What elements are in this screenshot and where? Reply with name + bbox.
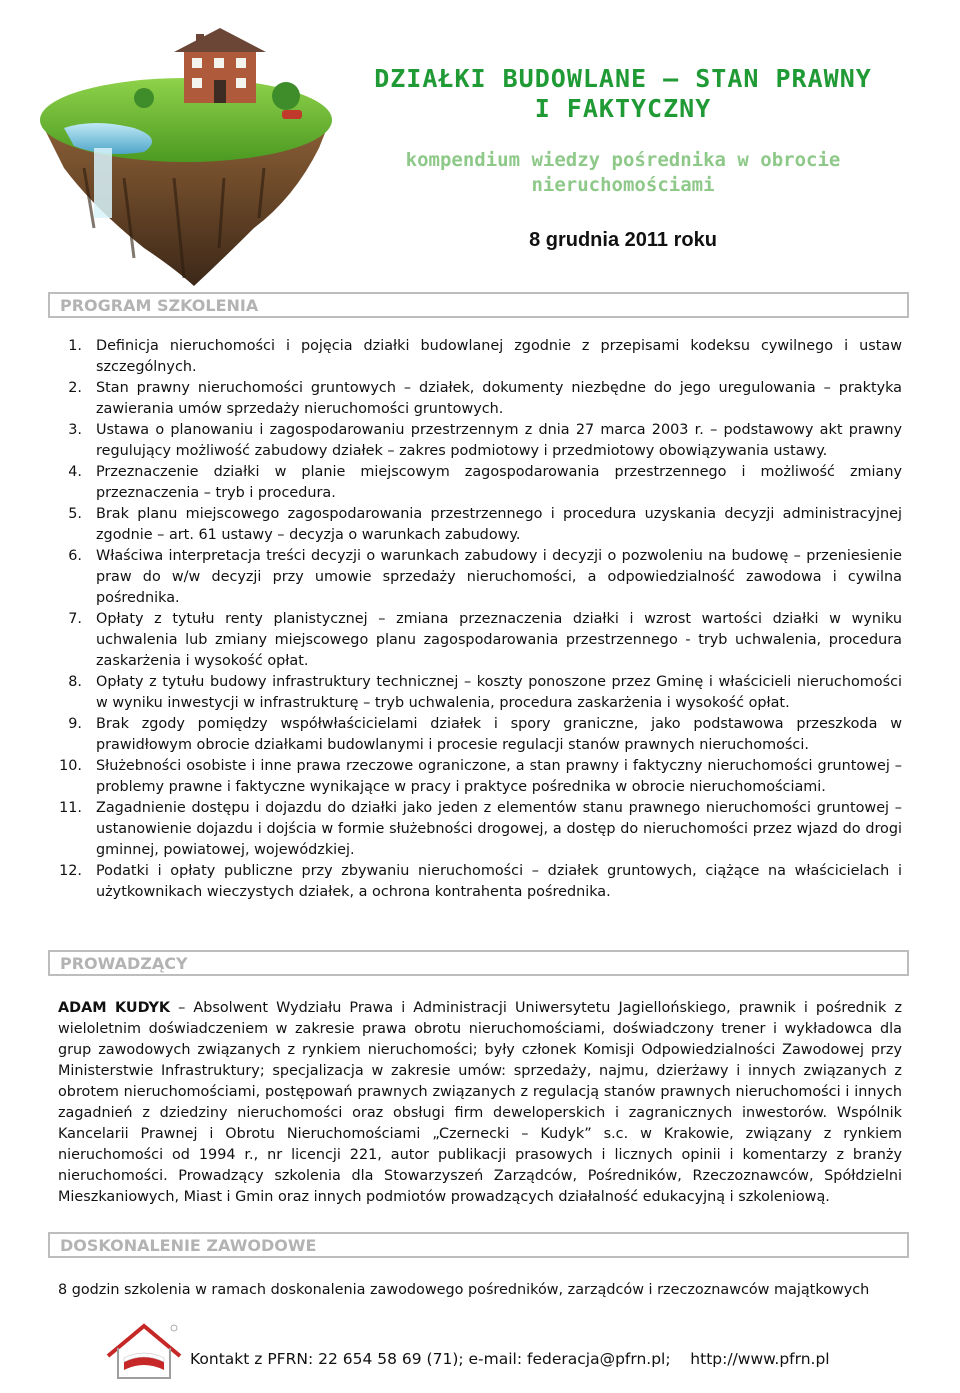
section-lecturer-label: PROWADZĄCY (60, 954, 188, 973)
program-item-number: 7. (68, 611, 82, 627)
title-line-2: I FAKTYCZNY (534, 94, 712, 123)
program-item (56, 672, 902, 714)
program-item (56, 378, 902, 420)
program-item-text: Opłaty z tytułu renty planistycznej – zmiana przeznaczenia działki i wzrost wartości działki w wyniku uchwalenia lub zmiany miejscowego planu zagospodarowania przestrzennego - tryb uchwalenia, procedura zaskarżenia i wysokość opłat. (96, 611, 902, 669)
program-item-number: 6. (68, 548, 82, 564)
program-item-number: 8. (68, 674, 82, 690)
program-item-text: Właściwa interpretacja treści decyzji o warunkach zabudowy i decyzji o pozwoleniu na budowę – przeniesienie praw do w/w decyzji przy umowie sprzedaży nieruchomości, a odpowiedzialność zawodowa i cywilna pośrednika. (96, 548, 902, 606)
training-description: 8 godzin szkolenia w ramach doskonalenia zawodowego pośredników, zarządców i rzeczoznawców majątkowych (58, 1282, 870, 1298)
program-item-text: Podatki i opłaty publiczne przy zbywaniu nieruchomości – działek gruntowych, ciążące na właścicielach i użytkownikach wieczystych działek, a ochrona kontrahenta pośrednika. (96, 863, 902, 900)
lecturer-bio (58, 998, 902, 1208)
floating-island-house-image (24, 28, 336, 290)
program-item (56, 798, 902, 861)
program-item (56, 756, 902, 798)
program-item (56, 861, 902, 903)
program-item (56, 504, 902, 546)
subtitle-line-1: kompendium wiedzy pośrednika w obrocie (405, 149, 841, 171)
program-item (56, 546, 902, 609)
contact-line (190, 1350, 830, 1368)
program-item-number: 12. (59, 863, 82, 879)
program-item-text: Służebności osobiste i inne prawa rzeczowe ograniczone, a stan prawny i faktyczny nieruchomości gruntowej – problemy prawne i faktyczne wynikające w pracy i praktyce pośrednika w obrocie nieruchomościami. (96, 758, 902, 795)
section-program-header (48, 292, 909, 318)
event-date: 8 grudnia 2011 roku (529, 229, 717, 251)
program-item (56, 714, 902, 756)
program-item (56, 609, 902, 672)
section-program-label: PROGRAM SZKOLENIA (60, 296, 259, 315)
program-list (56, 336, 902, 903)
pfrn-logo (104, 1318, 184, 1382)
program-item-number: 3. (68, 422, 82, 438)
program-item (56, 336, 902, 378)
program-item-text: Brak zgody pomiędzy współwłaścicielami działek i spory graniczne, jako podstawowa przeszkoda w prawidłowym obrocie działkami budowlanymi i procesie regulacji stanów prawnych nieruchomości. (96, 716, 902, 753)
program-item-text: Stan prawny nieruchomości gruntowych – działek, dokumenty niezbędne do jego uregulowania – praktyka zawierania umów sprzedaży nieruchomości gruntowych. (96, 380, 902, 417)
lecturer-name: ADAM KUDYK (58, 1000, 171, 1016)
program-item-number: 5. (68, 506, 82, 522)
subtitle-line-2: nieruchomościami (531, 174, 715, 196)
program-item-text: Opłaty z tytułu budowy infrastruktury technicznej – koszty ponoszone przez Gminę i właścicieli nieruchomości w wyniku inwestycji w infrastrukturę – tryb uchwalenia, procedura zaskarżenia i wysokość opłat. (96, 674, 902, 711)
section-lecturer-header (48, 950, 909, 976)
program-item-number: 4. (68, 464, 82, 480)
program-item (56, 462, 902, 504)
program-item-number: 1. (68, 338, 82, 354)
program-item-number: 11. (59, 800, 82, 816)
section-training-label: DOSKONALENIE ZAWODOWE (60, 1236, 317, 1255)
contact-text: Kontakt z PFRN: 22 654 58 69 (71); e-mail: federacja@pfrn.pl; http://www.pfrn.pl (190, 1350, 830, 1368)
program-item-text: Przeznaczenie działki w planie miejscowym zagospodarowania przestrzennego i możliwość zmiany przeznaczenia – tryb i procedura. (96, 464, 902, 501)
document-title (338, 64, 908, 124)
program-item-text: Zagadnienie dostępu i dojazdu do działki jako jeden z elementów stanu prawnego nieruchomości gruntowej – ustanowienie dojazdu i dojścia w formie służebności drogowej, a dostęp do nieruchomości przez wjazd do drogi gminnej, powiatowej, wojewódzkiej. (96, 800, 902, 858)
lecturer-bio-text: – Absolwent Wydziału Prawa i Administracji Uniwersytetu Jagiellońskiego, prawnik i pośrednik z wieloletnim doświadczeniem w zakresie prawa obrotu nieruchomościami, doświadczony trener i wykładowca dla grup zawodowych związanych z rynkiem nieruchomości; były członek Komisji Odpowiedzialności Zawodowej przy Ministerstwie Infrastruktury; specjalizacja w zakresie umów: sprzedaży, najmu, dzierżawy i innych związanych z obrotem nieruchomościami, postępowań prawnych związanych z regulacją stanów prawnych nieruchomości i innych zagadnień z dziedziny nieruchomości oraz obsługi firm deweloperskich i zagranicznych inwestorów. Wspólnik Kancelarii Prawnej i Obrotu Nieruchomościami „Czernecki – Kudyk” s.c. w Krakowie, związany z rynkiem nieruchomości od 1994 r., nr licencji 221, autor publikacji prasowych i licznych opinii i komentarzy z branży nieruchomości. Prowadzący szkolenia dla Stowarzyszeń Zarządców, Pośredników, Rzeczoznawców, Spółdzielni Mieszkaniowych, Miast i Gmin oraz innych podmiotów prowadzących działalność edukacyjną i szkoleniową. (58, 1000, 902, 1205)
program-item-number: 9. (68, 716, 82, 732)
document-subtitle (338, 148, 908, 198)
program-item-text: Definicja nieruchomości i pojęcia działki budowlanej zgodnie z przepisami kodeksu cywilnego i ustaw szczególnych. (96, 338, 902, 375)
title-line-1: DZIAŁKI BUDOWLANE – STAN PRAWNY (374, 64, 872, 93)
program-item (56, 420, 902, 462)
program-item-number: 10. (59, 758, 82, 774)
program-item-text: Ustawa o planowaniu i zagospodarowaniu przestrzennym z dnia 27 marca 2003 r. – podstawowy akt prawny regulujący możliwość zabudowy działek – zakres podmiotowy i przedmiotowy obowiązywania ustawy. (96, 422, 902, 459)
program-item-number: 2. (68, 380, 82, 396)
program-item-text: Brak planu miejscowego zagospodarowania przestrzennego i procedura uzyskania decyzji administracyjnej zgodnie – art. 61 ustawy – decyzja o warunkach zabudowy. (96, 506, 902, 543)
section-training-header (48, 1232, 909, 1258)
